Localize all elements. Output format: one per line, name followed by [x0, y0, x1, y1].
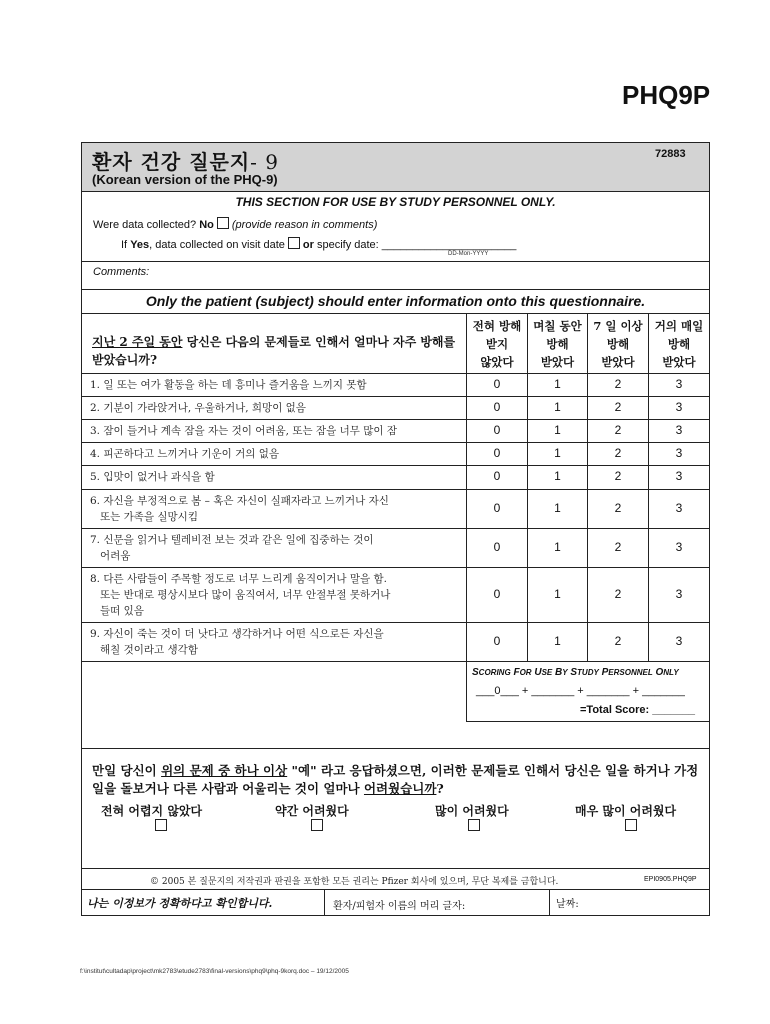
question-text: 9. 자신이 죽는 것이 더 낫다고 생각하거나 어떤 식으로든 자신을 해칠 것이라고 생각함 [90, 628, 384, 656]
score-option[interactable]: 0 [493, 540, 501, 554]
score-option[interactable]: 3 [675, 501, 683, 515]
score-option[interactable]: 2 [614, 377, 622, 391]
score-option[interactable]: 0 [493, 501, 501, 515]
difficulty-checkbox[interactable] [311, 819, 323, 831]
score-option[interactable]: 3 [675, 587, 683, 601]
form-code: PHQ9P [622, 80, 711, 110]
question-text: 1. 일 또는 여가 활동을 하는 데 흥미나 즐거움을 느끼지 못함 [90, 379, 367, 391]
question-text: 7. 신문을 읽거나 텔레비전 보는 것과 같은 일에 집중하는 것이 어려움 [90, 534, 374, 562]
visit-date-checkbox[interactable] [288, 237, 300, 249]
score-option[interactable]: 2 [614, 400, 622, 414]
confirmation-statement: 나는 이정보가 정확하다고 확인합니다. [87, 897, 273, 910]
copyright-notice: © 2005 본 질문지의 저작권과 판권을 포함한 모든 권리는 Pfizer 회사에 있으며, 무단 복제를 금합니다. [150, 877, 559, 887]
difficulty-option-label: 전혀 어렵지 않았다 [101, 804, 203, 818]
difficulty-checkbox[interactable] [625, 819, 637, 831]
study-personnel-heading: THIS SECTION FOR USE BY STUDY PERSONNEL ONLY. [235, 195, 556, 209]
title-korean: 환자 건강 질문지- 9 [92, 150, 280, 174]
score-option[interactable]: 1 [554, 540, 561, 554]
question-text: 8. 다른 사람들이 주목할 정도로 너무 느리게 움직이거나 말을 함. 또는 반대로 평상시보다 많이 움직여서, 너무 안절부절 못하거나 들떠 있음 [90, 573, 391, 617]
score-sum-line[interactable]: ___0___ + _______ + _______ + _______ [476, 685, 685, 697]
initials-field[interactable]: 환자/피험자 이름의 머리 글자: [333, 901, 466, 912]
patient-only-instruction: Only the patient (subject) should enter information onto this questionnaire. [145, 293, 646, 309]
score-option[interactable]: 1 [554, 634, 561, 648]
score-option[interactable]: 1 [554, 587, 561, 601]
question-text: 6. 자신을 부정적으로 봄 – 혹은 자신이 실패자라고 느끼거나 자신 또는 가족을 실망시킴 [90, 495, 389, 523]
difficulty-checkbox[interactable] [155, 819, 167, 831]
difficulty-option-label: 많이 어려웠다 [435, 804, 509, 818]
file-path: f:\institut\cultadap\project\mk2783\etude2783\final-versions\phq9\phq-9korq.doc – 19/12/2005 [80, 968, 349, 975]
question-text: 4. 피곤하다고 느끼거나 기운이 거의 없음 [90, 448, 279, 460]
score-option[interactable]: 2 [614, 501, 622, 515]
score-option[interactable]: 3 [675, 634, 683, 648]
scoring-heading: SCORING FOR USE BY STUDY PERSONNEL ONLY [472, 667, 679, 678]
question-text: 2. 기분이 가라앉거나, 우울하거나, 희망이 없음 [90, 402, 306, 414]
column-header: 7 일 이상 방해 받았다 [593, 319, 643, 369]
score-option[interactable]: 0 [493, 377, 501, 391]
score-option[interactable]: 3 [675, 540, 683, 554]
visit-date-line: If Yes, data collected on visit date or specify date: ______________________ [121, 239, 517, 251]
score-option[interactable]: 0 [493, 423, 501, 437]
question-text: 3. 잠이 들거나 계속 잠을 자는 것이 어려움, 또는 잠을 너무 많이 잠 [90, 425, 397, 437]
difficulty-option-label: 약간 어려웠다 [275, 804, 349, 818]
column-header: 며칠 동안 방해 받았다 [533, 319, 582, 369]
score-option[interactable]: 2 [614, 446, 622, 460]
score-option[interactable]: 0 [493, 400, 501, 414]
total-score-field[interactable]: =Total Score: _______ [580, 704, 696, 716]
column-header: 거의 매일 방해 받았다 [654, 319, 704, 369]
score-option[interactable]: 2 [614, 634, 622, 648]
questionnaire-form [81, 142, 710, 916]
score-option[interactable]: 1 [554, 400, 561, 414]
score-option[interactable]: 2 [614, 469, 622, 483]
score-option[interactable]: 3 [675, 469, 683, 483]
score-option[interactable]: 3 [675, 400, 683, 414]
score-option[interactable]: 3 [675, 446, 683, 460]
score-option[interactable]: 2 [614, 423, 622, 437]
date-field[interactable]: 날짜: [556, 899, 579, 910]
data-collected-line: Were data collected? No (provide reason in comments) [93, 219, 378, 231]
score-option[interactable]: 3 [675, 423, 683, 437]
score-option[interactable]: 1 [554, 423, 561, 437]
form-number: 72883 [655, 148, 686, 160]
difficulty-option-label: 매우 많이 어려웠다 [575, 804, 677, 818]
score-option[interactable]: 0 [493, 587, 501, 601]
comments-label[interactable]: Comments: [93, 266, 150, 278]
date-format-hint: DD-Mon-YYYY [448, 251, 489, 257]
difficulty-question: 만일 당신이 위의 문제 중 하나 이상 "예" 라고 응답하셨으면, 이러한 문제들로 인해서 당신은 일을 하거나 가정일을 돌보거나 다른 사람과 어울리는 것이 얼마나 어려웠습니까? [92, 763, 699, 796]
difficulty-checkbox[interactable] [468, 819, 480, 831]
score-option[interactable]: 1 [554, 446, 561, 460]
score-option[interactable]: 1 [554, 469, 561, 483]
question-text: 5. 입맛이 없거나 과식을 함 [90, 471, 215, 483]
question-intro: 지난 2 주일 동안 당신은 다음의 문제들로 인해서 얼마나 자주 방해를 받았습니까? [92, 335, 456, 367]
score-option[interactable]: 1 [554, 377, 561, 391]
document-code: EPI0905.PHQ9P [644, 876, 697, 883]
score-option[interactable]: 2 [614, 540, 622, 554]
score-option[interactable]: 0 [493, 446, 501, 460]
score-option[interactable]: 1 [554, 501, 561, 515]
score-option[interactable]: 0 [493, 634, 501, 648]
column-header: 전혀 방해 받지 않았다 [472, 319, 522, 369]
score-option[interactable]: 2 [614, 587, 622, 601]
score-option[interactable]: 3 [675, 377, 683, 391]
no-checkbox[interactable] [217, 217, 229, 229]
title-english: (Korean version of the PHQ-9) [92, 172, 278, 187]
score-option[interactable]: 0 [493, 469, 501, 483]
specify-date-field[interactable]: specify date: ______________________ [316, 239, 517, 251]
